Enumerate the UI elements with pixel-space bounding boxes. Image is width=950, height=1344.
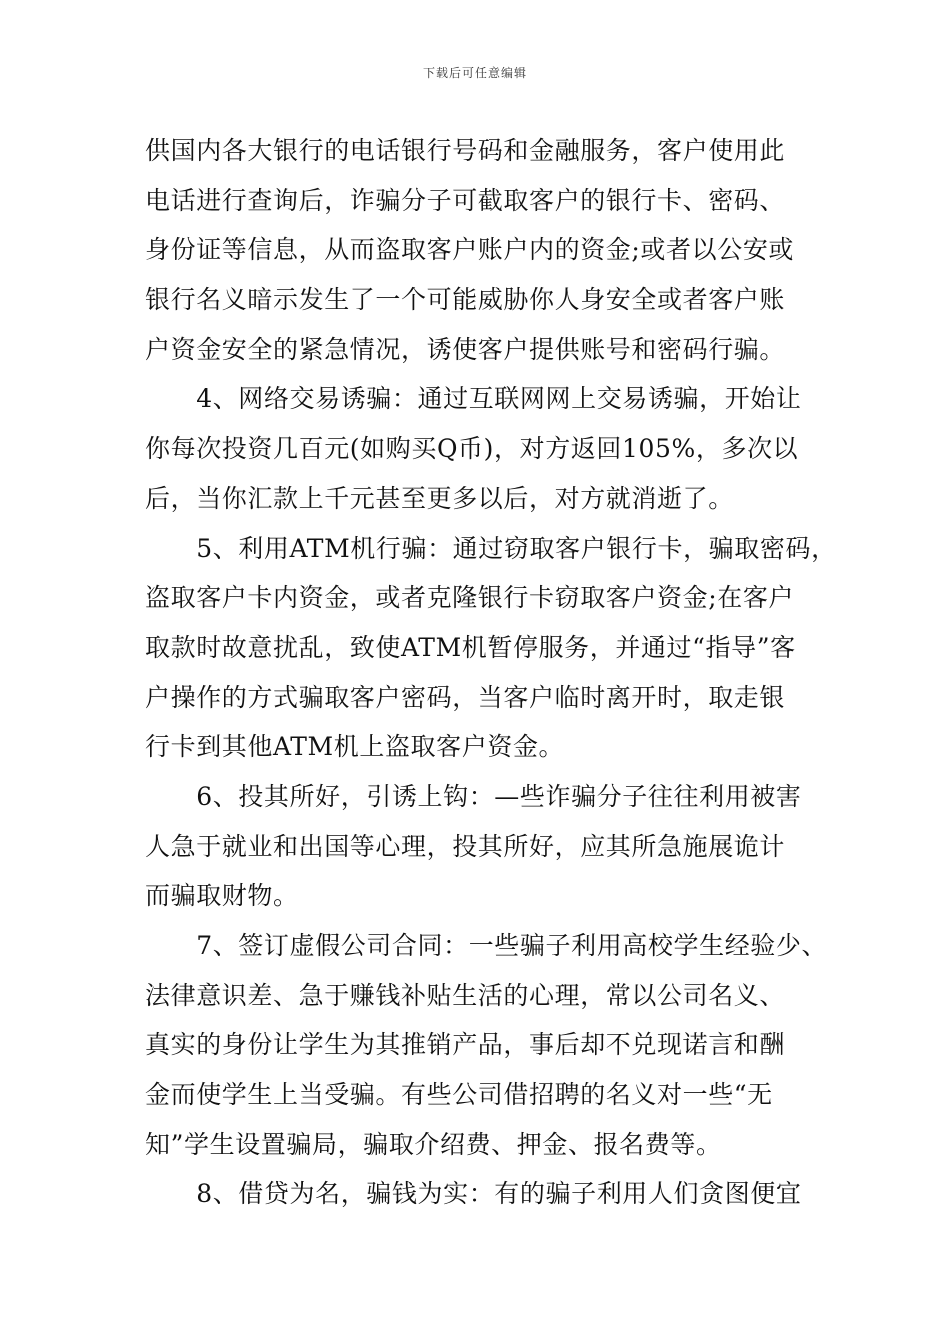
- text-line: 户操作的方式骗取客户密码，当客户临时离开时，取走银: [145, 682, 786, 712]
- text-line: 法律意识差、急于赚钱补贴生活的心理，常以公司名义、: [145, 980, 786, 1010]
- text-line: 户资金安全的紧急情况，诱使客户提供账号和密码行骗。: [145, 334, 786, 364]
- text-line: 金而使学生上当受骗。有些公司借招聘的名义对一些“无: [145, 1080, 773, 1110]
- text-line: 而骗取财物。: [145, 881, 299, 911]
- text-line: 7、签订虚假公司合同：一些骗子利用高校学生经验少、: [145, 931, 828, 960]
- text-line: 取款时故意扰乱，致使ATM机暂停服务，并通过“指导”客: [145, 632, 796, 662]
- text-line: 人急于就业和出国等心理，投其所好，应其所急施展诡计: [145, 831, 786, 861]
- text-line: 盗取客户卡内资金，或者克隆银行卡窃取客户资金;在客户: [145, 583, 795, 613]
- text-line: 知”学生设置骗局，骗取介绍费、押金、报名费等。: [145, 1129, 722, 1159]
- text-line: 银行名义暗示发生了一个可能威胁你人身安全或者客户账: [145, 285, 786, 315]
- text-line: 后，当你汇款上千元甚至更多以后，对方就消逝了。: [145, 483, 734, 513]
- text-line: 真实的身份让学生为其推销产品，事后却不兑现诺言和酬: [145, 1030, 786, 1060]
- text-line: 行卡到其他ATM机上盗取客户资金。: [145, 732, 565, 762]
- text-line: 4、网络交易诱骗：通过互联网网上交易诱骗，开始让: [145, 384, 802, 414]
- text-line: 供国内各大银行的电话银行号码和金融服务，客户使用此: [145, 136, 786, 165]
- text-line: 身份证等信息，从而盗取客户账户内的资金;或者以公安或: [145, 235, 795, 265]
- text-line: 你每次投资几百元(如购买Q币)，对方返回105%，多次以: [145, 434, 799, 464]
- text-line: 8、借贷为名，骗钱为实：有的骗子利用人们贪图便宜: [145, 1179, 802, 1209]
- text-line: 6、投其所好，引诱上钩：—些诈骗分子往往利用被害: [145, 781, 802, 811]
- page-header: 下载后可任意编辑: [422, 66, 527, 80]
- text-line: 5、利用ATM机行骗：通过窃取客户银行卡，骗取密码，: [145, 533, 837, 563]
- document-body: [145, 126, 835, 1219]
- text-line: 电话进行查询后，诈骗分子可截取客户的银行卡、密码、: [145, 185, 786, 215]
